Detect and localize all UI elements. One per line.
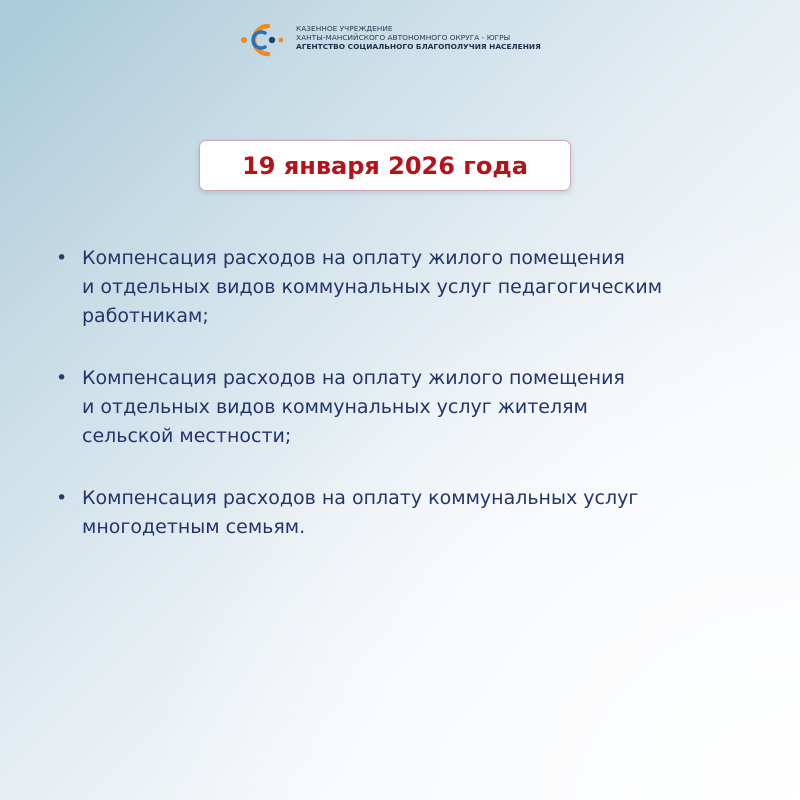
list-item	[54, 484, 754, 542]
org-line-3: АГЕНТСТВО СОЦИАЛЬНОГО БЛАГОПОЛУЧИЯ НАСЕЛЕНИЯ	[296, 42, 541, 51]
list-item-line: и отдельных видов коммунальных услуг жителям	[82, 396, 588, 418]
organization-name	[296, 24, 576, 51]
list-item	[54, 244, 754, 331]
org-line-1: КАЗЕННОЕ УЧРЕЖДЕНИЕ	[296, 24, 393, 33]
compensation-list	[54, 244, 754, 575]
list-item-text	[82, 364, 754, 451]
list-item-line: работникам;	[82, 305, 209, 327]
date-label: 19 января 2026 года	[242, 151, 528, 180]
list-item-text	[82, 484, 754, 542]
list-item-text	[82, 244, 754, 331]
list-item-line: Компенсация расходов на оплату жилого помещения	[82, 367, 625, 389]
bullet-icon: •	[56, 367, 68, 389]
list-item-line: и отдельных видов коммунальных услуг педагогическим	[82, 276, 663, 298]
agency-logo-icon	[238, 20, 290, 60]
header	[238, 20, 568, 60]
bullet-icon: •	[56, 487, 68, 509]
list-item-line: многодетным семьям.	[82, 516, 306, 538]
list-item-line: Компенсация расходов на оплату жилого помещения	[82, 247, 625, 269]
list-item-line: Компенсация расходов на оплату коммунальных услуг	[82, 487, 639, 509]
list-item	[54, 364, 754, 451]
list-item-line: сельской местности;	[82, 425, 292, 447]
org-line-2: ХАНТЫ-МАНСИЙСКОГО АВТОНОМНОГО ОКРУГА - ЮГРЫ	[296, 33, 511, 42]
bullet-icon: •	[56, 247, 68, 269]
date-banner	[199, 140, 571, 191]
